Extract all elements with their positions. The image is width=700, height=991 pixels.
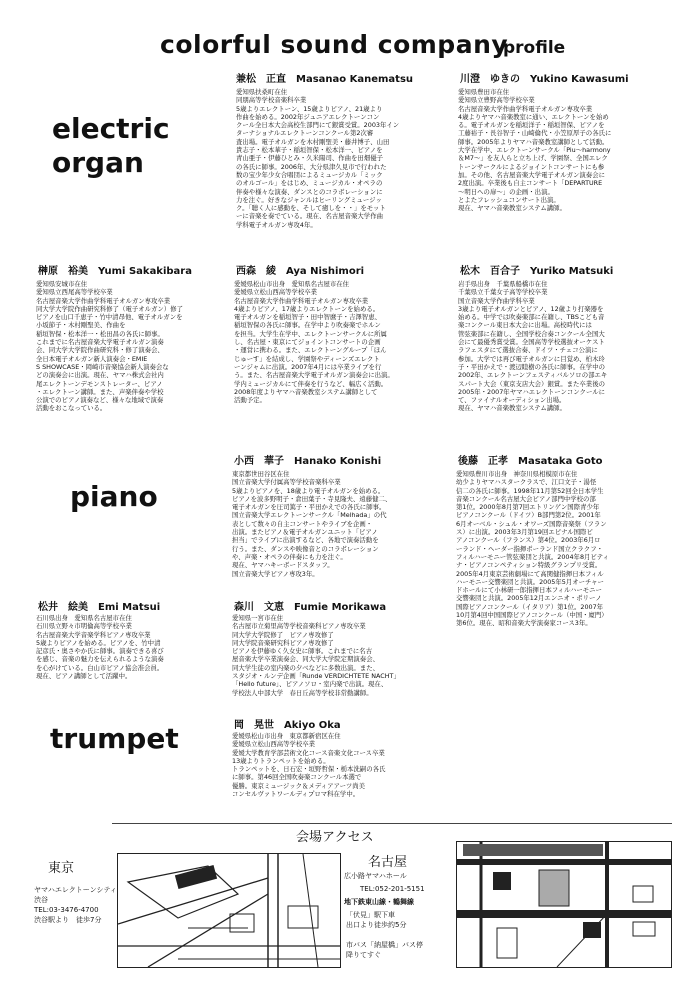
profile-bio: 愛知県安城市在住 愛知県立西尾高等学校卒業 名古屋音楽大学作曲学科電子オルガン専攻卒業 同大学大学院作曲研究科修了（電子オルガン）修了 ピアノを山口千恵子・竹中清昂他、電子オルガンを 小坂節子・木村剛聖美、作曲を 稲垣智保・松本洋一・松田昌の各氏に師事。 これまでに名古屋音楽大学電子オルガン演奏 会、同大学大学院作曲研究科・修了演奏会、 全日本電子オルガン新人演奏会・EMIE S SHOWCASE・岡崎市音楽協会新人演奏会な どの演奏会に出演。現在、ヤマハ株式会社内 尾エレクトーンデモンストレーター、ピアノ ・エレクトーン講師。また、声楽伴奏や学校 公演でのピアノ演奏など、様々な地域で演奏 活動をおこなっている。 xyxy=(36,280,183,413)
page-title: colorful sound company xyxy=(160,30,509,59)
tokyo-city: 東京 xyxy=(48,861,75,876)
section-piano: piano xyxy=(70,480,158,513)
nagoya-map xyxy=(456,841,672,968)
profile-bio: 愛知県豊川市出身 神奈川県相模原市在住 幼少よりヤマハスタークラスで、江口文子・湯怪 信二の各氏に師事。1998年11月第52回全日本学生 音楽コンクール名古屋大会ピアノ部門中学校の部 第1位。2000年8月第7回エトリンゲン国際青少年 ピアノコンクール（ドイツ）B部門第2位。2001年 6月オーベル・シュル・オワーズ国際音楽祭（フラン ス）に出演。2003年3月第19回エピナル国際ピ アノコンクール（フランス）第4位。2003年6月ロ ーランド・ヘーダー指揮ポーランド国立クラクフ・ フィルハーモニー管弦楽団と共演。2004年8月ビティ ナ・ピアノコンペティション特級グランプリ受賞。 2005年4月東京芸術劇場にて高関健指揮日本フィル ハーモニー交響楽団と共演。2005年5月オーチャー ドホールにて小林研一郎指揮日本フィルハーモニー 交響楽団と共演。2005年12月エンニオ・ポリーノ 国際ピアノコンクール（イタリア）第1位。2007年 10月第4回中国国際ピアノコンクール（中国・廈門） 第6位。現在、昭和音楽大学演奏家コース3年。 xyxy=(456,470,610,628)
profile-bio: 愛媛県松山市出身 愛知県名古屋市在住 愛媛県立松山西高等学校卒業 名古屋音楽大学作曲学科電子オルガン専攻卒業 4歳よりピアノ、17歳よりエレクトーンを始める。 電子オルガンを稲垣智子・田中智麿子・吉澤智恵、 稲垣智保の各氏に師事。在学中より吹奏楽でホルン を担当。大学生在学中、エレクトーンサークルに所属 し、名古屋・東京にてジョイントコンサートの企画 ・運営に携わる。また、エレクトーングループ「ほん じゅーす」を結成し、学園祭やディーンズエレクト ーンジャムに出演。2007年4月には卒業ライブを行 う。また、名古屋音楽大学電子オルガン演奏会に出演。 学内ミュージカルにて伴奏を行うなど、幅広く活動。 2008年度よりヤマハ音楽教室システム講師として 活動予定。 xyxy=(234,280,394,405)
nagoya-hall: 広小路ヤマハホール xyxy=(344,872,407,880)
profile-bio: 愛知県扶桑町在住 同朋高等学校音楽科卒業 5歳よりエレクトーン、15歳よりピアノ、21歳より 作曲を始める。2002年ジュニアエレクトーンコン クール全日本大会高校生部門にて銀賞受賞。2003年イン ターナショナルエレクトーンコンクール第2次審 査出場。電子オルガンを木村剛聖美・藤井博子、山田 貴志子・松本華子・稲垣智保・松本洋一、ピアノを 青山亜子・伊藤ひとみ・久米陽司、作曲を田畑優子 の各氏に師事。2006年、大分県津久見市で行われた 数の宝少年少女合唱団によるミュージカル「ミック のオルゴール」をはじめ、ミュージカル・オペラの 伴奏や様々な演奏、ダンスとのコラボレーションに 力を注ぐ。好きなジャンルはヒーリングミュージッ ク。「聴く人に感動を、そして癒しを・・」をモット ーに音楽を奏でている。現在、名古屋音楽大学作曲 学科電子オルガン専攻4年。 xyxy=(236,88,400,229)
profile-bio: 岩手県出身 千葉県船橋市在住 千葉県立千葉女子高等学校卒業 国立音楽大学作曲学科卒業 3歳より電子オルガンとピアノ、12歳より打楽器を 始める。中学では吹奏楽部に在籍し、TBSこども音 楽コンクール東日本大会に出場。高校時代には 管弦楽部に在籍し、全国学校合奏コンクール全国大 会にて最優秀賞受賞。全国高等学校選抜オーケスト ラフェスタにて選抜合奏、ドイツ・チェコ公演に 参加。大学では再び電子オルガンに目覚め、柏木玲 子・平田かえで・渡辺睦樹の各氏に師事。在学中の 2002年、エレクトーンフェスティバルソロの部エキ スパート大会（東京支店大会）銀賞。また卒業後の 2005年・2007年ヤマハエレクトーンコンクールに て、ファイナルオーディション出場。 現在、ヤマハ音楽教室システム講師。 xyxy=(458,280,608,413)
profile-bio: 愛媛県松山市出身 東京都新宿区在住 愛媛県立松山西高等学校卒業 愛媛大学教育学部芸術文化コース音楽文化コース卒業 13歳よりトランペットを始める。 トランペットを、日石宏・垣野哲保・栃本洗嗣の各氏 に師事。第46回全国吹奏楽コンクール本選で 優勝。東京ミュージック＆メディアアーツ尚美 コンセルヴァトワールディプロマ科在学中。 xyxy=(232,732,386,799)
nagoya-city: 名古屋 xyxy=(368,855,408,870)
profile-bio: 石川県出身 愛知県名古屋市在住 石川県立野々市明倫高等学校卒業 名古屋音楽大学音楽学科ピアノ専攻卒業 5歳よりピアノを始める。ピアノを、竹中清 記彦氏・奥さやか氏に師事。演奏できる喜び を感じ、音楽の魅力を伝えられるような演奏 を心がけている。白山市ピアノ協会准会員。 現在、ピアノ講師として活躍中。 xyxy=(36,614,164,681)
profile-bio: 愛知県一宮市在住 名古屋市立菊里高等学校音楽科ピアノ専攻卒業 同大学大学院修了 ピアノ専攻修了 同大学院音楽研究科ピアノ専攻修了 ピアノを伊藤ゆく久女史に師事。これまでに名古 屋音楽大学卒業演奏会、同大学大学院定期演奏会、 同大学生徒の室内楽の夕べなどに多数出演。また、 スタジオ・ルンデ企画「Runde VERDICHTETE NACHT」 「Hello future」、ピアノソロ・室内楽で出演。現在、 学校法人中部大学 春日丘高等学校非常勤講師。 xyxy=(232,614,400,697)
divider xyxy=(112,823,672,824)
profile-bio: 東京都世田谷区在住 国立音楽大学付属高等学校音楽科卒業 5歳よりピアノを、18歳より電子オルガンを始める。 ピアノを波多野明子・倉田葉子・寺見隆夫、遠藤健二、 電子オルガンを圧司篤子・平田かえでの各氏に師事。 国立音楽大学エレクトーンサークル「Melhada」の代 表として数々の自主コンサートやライブを企画・ 出演。またピアノ＆電子オルガンユニット「ピアノ 担当」でライブに出演するなど、各地で演奏活動を 行う。また、ダンスや映像音とのコラボレーション や、声楽・オペラの伴奏にも力を注ぐ。 現在、ヤマハキーボードスタッフ。 国立音楽大学ピアノ専攻3年。 xyxy=(232,470,392,578)
tokyo-map xyxy=(117,853,341,968)
access-title: 会場アクセス xyxy=(296,830,374,845)
nagoya-line: 地下鉄東山線・鶴舞線 xyxy=(344,898,414,906)
profile-name: 岡 晃世 Akiyo Oka xyxy=(234,720,341,731)
profile-name: 森川 文恵 Fumie Morikawa xyxy=(234,602,387,613)
page-subtitle: profile xyxy=(503,38,566,58)
nagoya-tel: TEL:052-201-5151 xyxy=(360,885,425,893)
nagoya-map-drawing xyxy=(457,842,671,967)
profile-name: 西森 綾 Aya Nishimori xyxy=(236,266,365,277)
profile-name: 松井 絵美 Emi Matsui xyxy=(38,602,161,613)
nagoya-detail: 「伏見」駅下車 出口より徒歩約5分 市バス「納屋橋」バス停 降りてすぐ xyxy=(346,911,423,959)
profile-name: 榊原 裕美 Yumi Sakakibara xyxy=(38,266,192,277)
tokyo-map-drawing xyxy=(118,854,340,967)
profile-name: 後藤 正孝 Masataka Goto xyxy=(458,456,603,467)
tokyo-detail: ヤマハエレクトーンシティ 渋谷 TEL:03-3476-4700 渋谷駅より 徒歩7分 xyxy=(34,886,117,924)
profile-name: 小西 華子 Hanako Konishi xyxy=(234,456,382,467)
section-trumpet: trumpet xyxy=(50,722,179,755)
profile-name: 兼松 正直 Masanao Kanematsu xyxy=(236,74,414,85)
profile-name: 松木 百合子 Yuriko Matsuki xyxy=(460,266,614,277)
profile-name: 川澄 ゆきの Yukino Kawasumi xyxy=(460,74,629,85)
profile-bio: 愛知県豊田市在住 愛知県立豊野高等学校卒業 名古屋音楽大学作曲学科電子オルガン専攻卒業 4歳よりヤマハ音楽教室に通い、エレクトーンを始め る。電子オルガンを稲垣洋子・稲垣智保、ピアノを 工藤裕子・長谷智子・山崎倫代・小笠原厚子の各氏に 師事。2005年よりヤマハ音楽教室講師として活動。 大学在学中、エレクトーンサークル「Piu～harmony ＆M7～」を友人らと立ち上げ、学園祭、全国エレク トーンサークルによるジョイントコンサートにも参 加。その他、名古屋音楽大学電子オルガン演奏会に 2度出演。卒業後も自主コンサート「DEPARTURE ～明日への扉～」の企画・出演。 とよたフレッシュコンサート出演。 現在、ヤマハ音楽教室システム講師。 xyxy=(458,88,612,213)
section-electric-organ: electric organ xyxy=(52,112,170,179)
